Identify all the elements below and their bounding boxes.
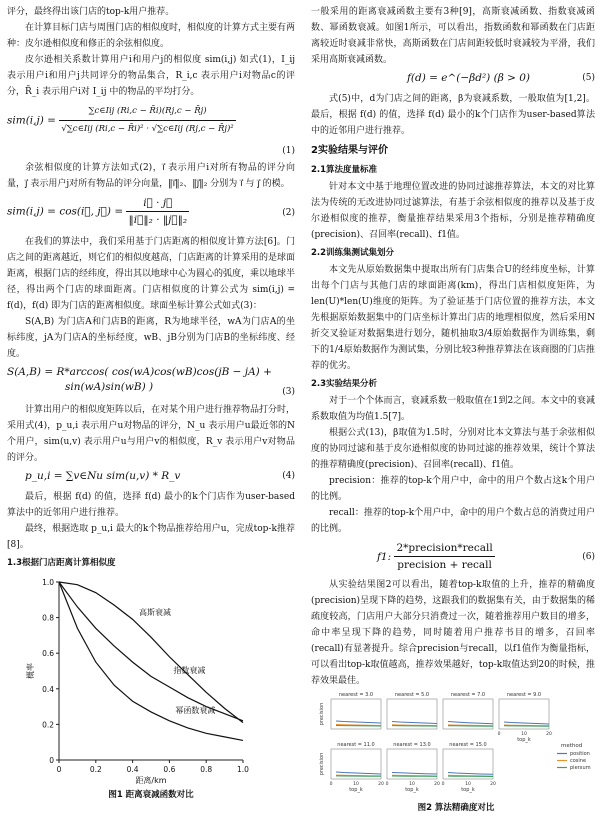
equation-6-lhs: f1: xyxy=(377,550,392,563)
precision-definition: precision：推荐的top-k个用户中，命中的用户个数占这k个用户的比例。 xyxy=(311,476,595,502)
panel-frame xyxy=(387,749,437,779)
equation-6 xyxy=(311,540,595,574)
equation-3-number: (3) xyxy=(282,387,295,397)
topk-paragraph: 最终，根据选取 p_u,i 最大的k个物品推荐给用户u，完成top-k推荐[8]。 xyxy=(7,524,295,550)
x-tick-label: 20 xyxy=(490,782,496,787)
y-axis-label: precision xyxy=(319,702,325,726)
x-tick-label: 0 xyxy=(329,782,333,787)
x-tick-label: 0 xyxy=(56,765,62,774)
y-tick-label: 0.2 xyxy=(42,720,54,730)
panel-title: nearest = 5.0 xyxy=(394,692,430,698)
section-1-3-heading: 1.3根据门店距离计算相似度 xyxy=(7,558,116,568)
legend-label-pierxum: pierxum xyxy=(570,765,591,771)
y-tick-label: 0.8 xyxy=(42,613,54,623)
x-tick-label: 20 xyxy=(434,782,440,787)
decay-chart xyxy=(7,572,295,784)
section-2-2-heading: 2.2训练集测试集划分 xyxy=(311,248,395,258)
legend-label-position: position xyxy=(570,751,590,757)
comparison-paragraph: 根据公式(13)，β取值为1.5时，分别对比本文算法与基于余弦相似度的协同过滤和基于皮尔逊相似度的协同过滤的推荐效果，统计个算法的推荐精确度(precision)、召回率(recall)、f1值。 xyxy=(311,428,595,470)
equation-2-numerator: i⃗ · j⃗ xyxy=(126,195,189,212)
y-tick-label: 0.4 xyxy=(42,684,54,694)
panel-frame xyxy=(331,749,381,779)
x-tick-label: 0.4 xyxy=(126,765,139,774)
legend-label-cosine: cosine xyxy=(570,758,587,764)
equation-6-numerator: 2*precision*recall xyxy=(394,540,494,557)
x-axis-label: 距离/km xyxy=(135,776,167,784)
distance-method-paragraph: 在我们的算法中，我们采用基于门店距离的相似度计算方法[6]。门店之间的距离越近，则它们的相似度越高，门店距离的计算采用的是球面距离，根据门店的经纬度，得出其以地球中心为圆心的弧度，乘以地球半径，得出两个门店的球面距离。门店相似度的计算公式为 sim(i,j) = f(d)，f(d) 即为门店的距离相似度。球面坐标计算公式如式(3)： xyxy=(7,237,296,311)
line-pierxum xyxy=(448,726,493,727)
prediction-paragraph: 计算出用户的相似度矩阵以后，在对某个用户进行推荐物品打分时，采用式(4)，p_u,i 表示用户u对物品的评分，N_u 表示用户u最近邻的N个用户，sim(u,v) 表示用户u与用户v的相似度，R_v 表示用户v对物品的评分。 xyxy=(7,405,296,463)
x-tick-label: 0.8 xyxy=(200,765,213,774)
equation-6-number: (6) xyxy=(582,552,595,562)
panel-title: nearest = 9.0 xyxy=(506,692,542,698)
y-axis-label: precision xyxy=(319,752,325,776)
figure-1 xyxy=(7,572,295,804)
figure-2-caption: 图2 算法精确度对比 xyxy=(417,803,495,813)
legend-title: method xyxy=(561,743,583,749)
curve-3 xyxy=(59,582,243,740)
x-axis-label: top_k xyxy=(517,737,531,743)
figure-1-caption: 图1 距离衰减函数对比 xyxy=(108,790,194,800)
pearson-paragraph: 皮尔逊相关系数计算用户i和用户j的相似度 sim(i,j) 如式(1)，I_ij 表示用户i和用户j共同评分的物品集合，R_i,c 表示用户i对物品c的评分，R̄_i 表示用户i对 I_ij 中的物品的平均打分。 xyxy=(7,55,295,97)
x-tick-label: 10 xyxy=(353,782,359,787)
precision-facet-chart xyxy=(317,689,593,797)
series-label-3: 幂函数衰减 xyxy=(175,705,216,715)
curve-1 xyxy=(59,582,243,723)
equation-1-lhs: sim(i,j) = xyxy=(7,114,56,127)
equation-2-denominator: ‖i⃗‖₂ · ‖j⃗‖₂ xyxy=(128,214,188,226)
line-pierxum xyxy=(392,726,437,727)
equation-4 xyxy=(7,469,295,486)
results-paragraph: 从实验结果图2可以看出，随着top-k取值的上升，推荐的精确度(precision)呈现下降的趋势，这跟我们的数据集有关，由于数据集的稀疏度较高，门店用户大部分只消费过一次，随着推荐用户数目的增多，命中率呈现下降的趋势，同时随着用户推荐书目的增多，召回率(recall)有显著提升。综合precision与recall，以f1值作为衡量指标，可以看出top-k取值越高，推荐效果越好，top-k取值达到20的时候，推荐效果最佳。 xyxy=(311,580,595,686)
final-selection-paragraph: 最后，根据 f(d) 的值，选择 f(d) 最小的k个门店作为user-based算法中的近邻用户进行推荐。 xyxy=(7,492,295,518)
y-tick-label: 0 xyxy=(49,756,54,765)
x-tick-label: 10 xyxy=(409,782,415,787)
x-tick-label: 10 xyxy=(521,732,527,737)
panel-title: nearest = 13.0 xyxy=(393,742,431,748)
cosine-paragraph: 余弦相似度的计算方法如式(2)，i⃗ 表示用户i对所有物品的评分向量，j⃗ 表示用户j对所有物品的评分向量，‖i⃗‖₂、‖j⃗‖₂ 分别为 i⃗ 与 j⃗ 的模。 xyxy=(7,163,295,189)
equation-1-fraction xyxy=(59,103,235,138)
panel-title: nearest = 3.0 xyxy=(338,692,374,698)
x-tick-label: 0 xyxy=(385,782,389,787)
x-axis-label: top_k xyxy=(349,787,363,793)
equation-2-lhs: sim(i,j) = cos(i⃗, j⃗) = xyxy=(7,205,124,218)
equation-3-line-1: S(A,B) = R*arccos( cos(wA)cos(wB)cos(jB − jA) + xyxy=(7,366,272,378)
x-tick-label: 20 xyxy=(378,782,384,787)
x-tick-label: 0.2 xyxy=(89,765,102,774)
equation-1 xyxy=(7,103,295,143)
equation-3-line-2: sin(wA)sin(wB) ) xyxy=(65,381,154,393)
split-paragraph: 本文先从原始数据集中提取出所有门店集合U的经纬度坐标，计算出每个门店与其他门店的球面距离(km)，得出门店相似度矩阵，为len(U)*len(U)维度的矩阵。为了验证基于门店位置的推荐方法，本文先根据原始数据集中的门店坐标计算出门店的地理相似度，然后采用N折交叉验证对数据集进行划分，随机抽取3/4原始数据作为训练集，剩下的1/4原始数据作为测试集，分别比较3种推荐算法在该商圈的门店推荐的优劣。 xyxy=(311,265,595,371)
section-2-1-heading: 2.1算法度量标准 xyxy=(311,165,378,175)
equation-3 xyxy=(7,365,295,399)
figure-2 xyxy=(317,689,595,811)
series-label-2: 指数衰减 xyxy=(173,666,206,676)
series-label-1: 高斯衰减 xyxy=(139,608,171,618)
x-tick-label: 1.0 xyxy=(237,765,249,774)
section-2-heading: 2实验结果与评价 xyxy=(311,145,388,156)
line-pierxum xyxy=(336,726,381,727)
x-axis-label: top_k xyxy=(461,787,475,793)
equation-5 xyxy=(311,71,595,88)
equation-5-body: f(d) = e^(−βd²) (β > 0) xyxy=(407,72,531,84)
equation-1-number: (1) xyxy=(282,146,295,156)
right-column xyxy=(311,4,595,811)
panel-title: nearest = 15.0 xyxy=(449,742,487,748)
equation-4-body: p_u,i = ∑v∈Nu sim(u,v) * R_v xyxy=(25,470,181,482)
equation-2 xyxy=(7,195,295,231)
equation-6-denominator: precision + recall xyxy=(397,559,492,571)
x-tick-label: 10 xyxy=(465,782,471,787)
section-2-3-heading: 2.3实验结果分析 xyxy=(311,379,378,389)
equation-6-fraction xyxy=(394,540,494,573)
equation-1-denominator: √∑c∈Iij (Ri,c − R̄i)² · √∑c∈Iij (Rj,c − R̄j)² xyxy=(61,124,234,134)
x-tick-label: 20 xyxy=(546,732,552,737)
x-tick-label: 0 xyxy=(441,782,445,787)
decay-paragraph: 一般采用的距离衰减函数主要有3种[9]，高斯衰减函数、指数衰减函数、幂函数衰减。如图1所示，可以看出，指数函数和幂函数在门店距离较近时衰减非常快，高斯函数在门店间距较低时衰减较为平滑，我们采用高斯衰减函数。 xyxy=(311,7,595,65)
left-column xyxy=(7,4,295,804)
y-tick-label: 0.6 xyxy=(42,649,54,659)
panel-title: nearest = 11.0 xyxy=(337,742,375,748)
equation-2-fraction xyxy=(126,195,189,228)
equation-4-number: (4) xyxy=(282,471,295,481)
equation-5-number: (5) xyxy=(582,73,595,83)
beta-paragraph: 式(5)中，d为门店之间的距离，β为衰减系数，一般取值为[1,2]。最后，根据 f(d) 的值，选择 f(d) 最小的k个门店作为user-based算法中的近邻用户进行推荐。 xyxy=(311,94,595,136)
equation-1-numerator: ∑c∈Iij (Ri,c − R̄i)(Rj,c − R̄j) xyxy=(59,103,235,121)
equation-1-number-row xyxy=(7,146,295,160)
x-tick-label: 0 xyxy=(497,732,501,737)
similarity-measures-paragraph: 在计算目标门店与周围门店的相似度时，相似度的计算方式主要有两种：皮尔逊相似度和修正的余弦相似度。 xyxy=(7,23,296,49)
metrics-paragraph: 针对本文中基于地理位置改进的协同过滤推荐算法，本文的对比算法为传统的无改进协同过滤算法，有基于余弦相似度的推荐以及基于皮尔逊相似度的推荐，衡量推荐结果采用3个指标，分别是推荐精确度(precision)、召回率(recall)、f1值。 xyxy=(311,182,595,240)
panel-frame xyxy=(499,699,549,729)
y-axis-label: 概率 xyxy=(26,663,35,679)
recall-definition: recall：推荐的top-k个用户中，命中的用户个数占总的消费过用户的比例。 xyxy=(311,508,595,534)
panel-title: nearest = 7.0 xyxy=(450,692,486,698)
sab-definition-paragraph: S(A,B) 为门店A和门店B的距离，R为地球半径，wA为门店A的坐标纬度，jA为门店A的坐标经度，wB、jB分别为门店B的坐标纬度、经度。 xyxy=(7,317,295,359)
x-tick-label: 0.6 xyxy=(163,765,176,774)
intro-paragraph: 评分，最终得出该门店的top-k用户推荐。 xyxy=(7,7,175,17)
x-axis-label: top_k xyxy=(405,787,419,793)
y-tick-label: 1.0 xyxy=(42,578,54,587)
equation-2-number: (2) xyxy=(282,208,295,218)
decay-value-paragraph: 对于一个个体而言，衰减系数一般取值在1到2之间。本文中的衰减系数取值为均值1.5[7]。 xyxy=(311,396,595,422)
